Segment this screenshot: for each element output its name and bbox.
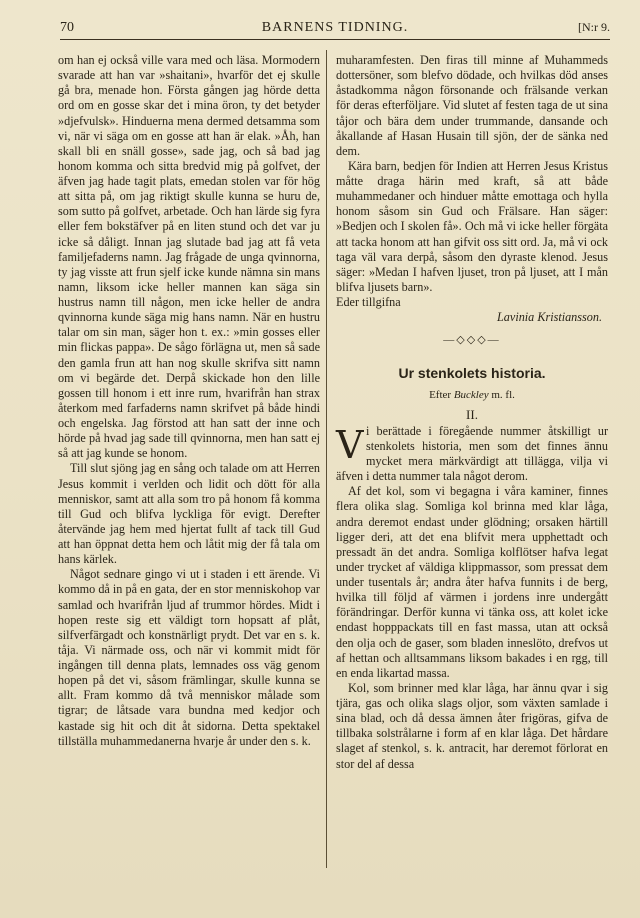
prayer-paragraph: Kära barn, bedjen för Indien att Herren Jesus Kristus måtte draga härin med kraft, så att både muhammedaner och hinduer måtte emottaga och hylla honom såsom sin Gud och Frälsare. Han säger: »Bedjen och I skolen få». Och må vi icke heller förgäta att tacka honom att han gifvit oss sitt ord. Ja, må vi ock taga väl vara derpå, såsom den dyraste klenod. Jesus säger: »Medan I hafven ljuset, tron på ljuset, att I mån blifva ljusets barn». [336, 158, 608, 294]
author-signature: Lavinia Kristiansson. [497, 310, 602, 325]
page-number: 70 [60, 20, 74, 35]
publication-title: BARNENS TIDNING. [261, 20, 409, 35]
byline-suffix: m. fl. [491, 388, 515, 401]
article-body [336, 424, 608, 772]
article-paragraph-1: i berättade i föregående nummer åtskilligt ur stenkolets historia, men som det finnes ännu mycket mera märkvärdigt att tillägga, vilja vi äfven i detta nummer tala något derom. [336, 423, 608, 484]
left-paragraph-2: Till slut sjöng jag en sång och talade om att Herren Jesus kommit i verlden och lidit och dött för alla menniskor, samt att alla som tro på honom få komma till Gud och blifva lyckliga för evigt. Derefter återvände jag hem med hjertat fullt af tack till Gud att han öppnat detta hem och låtit mig der få tala om hans kärlek. [58, 461, 320, 567]
signoff: Eder tillgifna [336, 295, 401, 309]
continuation-paragraph: muharamfesten. Den firas till minne af Muhammeds dottersöner, som blefvo dödade, och hvilkas död anses åstadkomma någon försonande och frälsande verkan för deras efterföljare. Vid slutet af festen taga de ut sina tåjor och bära dem under trummande, dansande och åkallande af Hasan Husain till sjön, der de sänka ned dem. [336, 53, 608, 158]
issue-number: [N:r 9. [578, 20, 610, 34]
left-column [58, 53, 320, 749]
decorative-dropcap: V [336, 422, 364, 467]
header-rule [60, 39, 610, 40]
left-paragraph-1: om han ej också ville vara med och läsa. Mormodern svarade att han var »shaitani», hvarför det ej skulle gå bra, menade hon. Första gången jag hörde detta ord om en gosse skar det i mina öron, ty det betyder »djefvulsk». Hinduerna mena dermed detsamma som vi, när vi säga om en gosse att han är elak. »Åh, han skall bli en snäll gosse», sade jag, och så bad jag honom komma och sitta bredvid mig på golfvet, der äfven jag hade tagit plats, emedan stolen var för hög att sitta på, om jag riktigt skulle kunna se huru de, som sutto på golfvet, arbetade. Och han lärde sig fyra eller fem bokstäfver på en liten stund och det var ju icke så dåligt. Innan jag slutade bad jag att få veta familjefaderns namn. Jag frågade de unga qvinnorna, ty jag visste att frun sjelf icke kunde nämna sin mans namn, liksom icke heller mannen kan säga sin hustrus namn till någon, men icke heller de andra qvinnorna kunde säga mig hans namn. När en hustru talar om sin man, säger hon t. ex.: »min gosses eller min flickas pappa». De sågo förlägna ut, men så sade den gamla frun att han nog skulle skrifva sitt namn om vi begärde det. Derpå skickade hon den lille gossen till honom i ett inre rum, hvarifrån han strax återkom med farfaderns namn skrifvet på både hindi och engelska. Jag förstod att han satt der inne och hörde på hvad jag sade till qvinnorna, men han satt ej så att jag kunde se honom. [58, 53, 320, 461]
article-paragraph-3: Kol, som brinner med klar låga, har ännu qvar i sig tjära, gas och olika slags oljor, som växten samlade i sina blad, och då dessa ämnen åter frigöras, gifva de tillbaka solstrålarne i form af en klar låga. Det hårdare slaget af stenkol, s. k. antracit, har deremot förlorat en stor del af dessa [336, 680, 608, 771]
page-header [60, 12, 610, 38]
section-ornament: —◇◇◇— [443, 334, 501, 347]
article-title: Ur stenkolets historia. [398, 365, 546, 382]
column-divider [326, 50, 327, 868]
left-paragraph-3: Något sednare gingo vi ut i staden i ett ärende. Vi kommo då in på en gata, der en stor menniskohop var samlad och hvarifrån ljud af trummor hördes. Midt i hopen reste sig ett väldigt torn hopsatt af plåt, silfverfärgadt och konstnärligt prydt. Det var en s. k. tåja. Vi närmade oss, och när vi kommit midt för ingången till denna plats, lemnades oss väg genom hopen på det vi, såsom främlingar, skulle kunna se allt. Fram kommo då två menniskor målade som tigrar; de låtsade vara bundna med kedjor och kastade sig hit och dit åt sidorna. Detta spektakel tillställa muhammedanerna hvarje år under den s. k. [58, 567, 320, 748]
byline-prefix: Efter [429, 388, 452, 401]
byline-author: Buckley [453, 388, 489, 401]
section-number: II. [466, 406, 478, 422]
article-paragraph-2: Af det kol, som vi begagna i våra kaminer, finnes flera olika slag. Somliga kol brinna med klar låga, andra deremot endast under glödning; orsaken härtill ligger deri, att det ena blifvit mera upphettadt och pressadt än det andra. Somliga kolflötser hafva legat under trycket af väldiga klippmassor, som pressat dem under tusentals år; andra åter hafva funnits i de berg, hvilka till följd af värmen i jordens inre undergått förändringar. Derför kunna vi tänka oss, att kolet icke endast hopppackats till en fast massa, utan att också den olja och de gaser, som bladen inneslöto, drefvos ut af hettan och alltsammans liksom bakades i en rgg, till en enda likartad massa. [336, 484, 608, 680]
right-column [336, 53, 608, 772]
byline [336, 388, 608, 403]
